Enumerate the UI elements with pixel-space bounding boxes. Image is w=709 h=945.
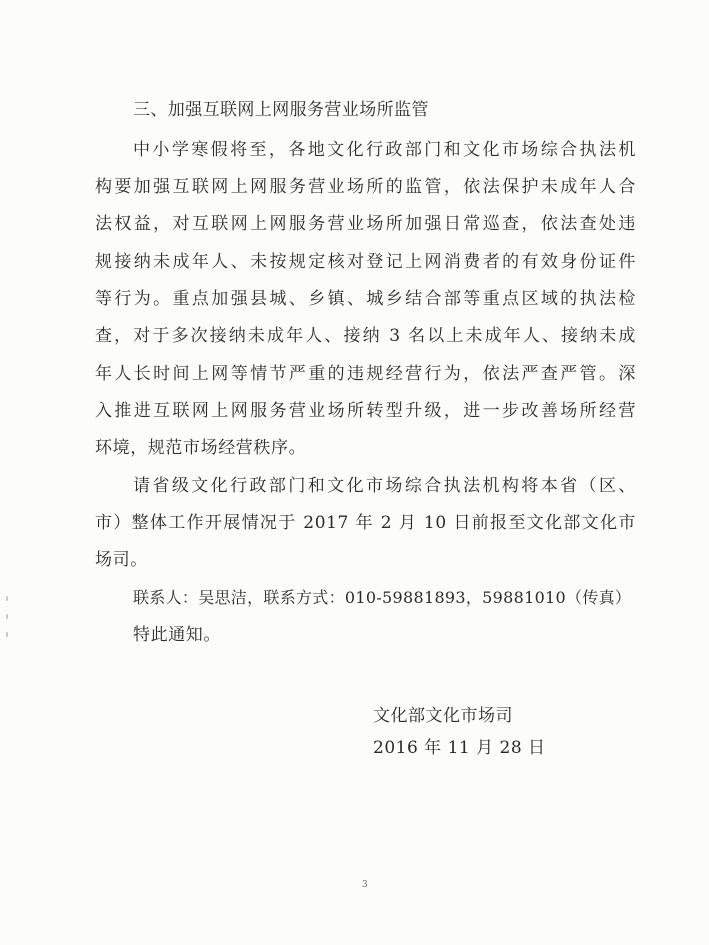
paragraph-line: 入推进互联网上网服务营业场所转型升级，进一步改善场所经营: [95, 401, 636, 421]
closing-notice: 特此通知。: [133, 625, 221, 645]
paragraph-line: 查，对于多次接纳未成年人、接纳 3 名以上未成年人、接纳未成: [95, 326, 636, 346]
section-heading: 三、加强互联网上网服务营业场所监管: [133, 100, 429, 120]
paragraph-line: 环境，规范市场经营秩序。: [95, 438, 307, 458]
paragraph-line: 市）整体工作开展情况于 2017 年 2 月 10 日前报至文化部文化市: [95, 513, 636, 533]
scan-mark: [6, 614, 8, 619]
contact-line: 联系人：吴思洁，联系方式：010-59881893，59881010（传真）: [133, 588, 632, 607]
scan-mark: [6, 596, 8, 601]
paragraph-line: 等行为。重点加强县城、乡镇、城乡结合部等重点区域的执法检: [95, 289, 636, 309]
page-number: 3: [362, 880, 368, 890]
paragraph-line: 中小学寒假将至，各地文化行政部门和文化市场综合执法机: [133, 140, 636, 160]
signature-date: 2016 年 11 月 28 日: [373, 738, 546, 758]
paragraph-line: 场司。: [95, 550, 148, 570]
paragraph-line: 请省级文化行政部门和文化市场综合执法机构将本省（区、: [133, 476, 636, 496]
paragraph-line: 规接纳未成年人、未按规定核对登记上网消费者的有效身份证件: [95, 252, 636, 272]
paragraph-line: 构要加强互联网上网服务营业场所的监管，依法保护未成年人合: [95, 177, 636, 197]
paragraph-line: 法权益，对互联网上网服务营业场所加强日常巡查，依法查处违: [95, 214, 636, 234]
scan-mark: [6, 632, 8, 637]
signature-organization: 文化部文化市场司: [373, 706, 513, 726]
paragraph-line: 年人长时间上网等情节严重的违规经营行为，依法严查严管。深: [95, 364, 636, 384]
